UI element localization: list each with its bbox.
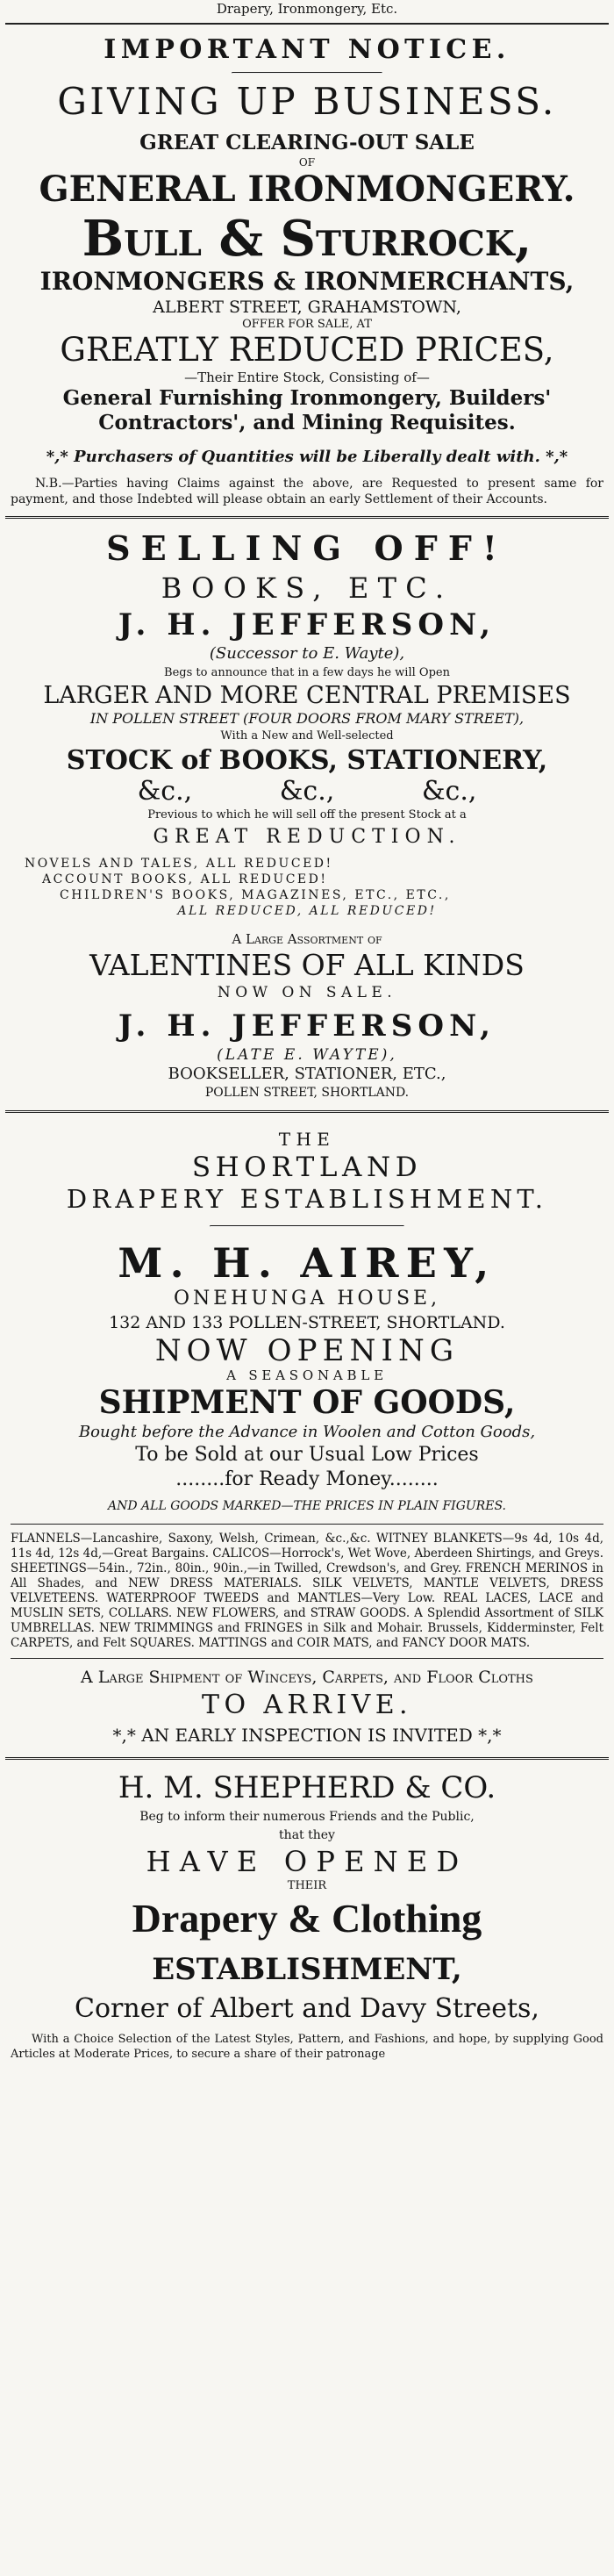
seasonable-line: A SEASONABLE — [226, 1367, 388, 1383]
premises-line: LARGER AND MORE CENTRAL PREMISES — [43, 682, 571, 709]
giving-up-heading: GIVING UP BUSINESS. — [57, 80, 557, 123]
reduced-prices: GREATLY REDUCED PRICES, — [60, 331, 554, 369]
divider — [210, 1225, 404, 1227]
pollen-address: POLLEN STREET, SHORTLAND. — [204, 1086, 410, 1100]
address-line: ALBERT STREET, GRAHAMSTOWN, — [153, 298, 461, 317]
all-reduced-line: ALL REDUCED, ALL REDUCED! — [177, 904, 437, 918]
ad-jefferson — [5, 524, 609, 1105]
section-rule — [5, 1757, 609, 1760]
corner-line: Corner of Albert and Davy Streets, — [75, 1993, 539, 2024]
inspection-line: *,* AN EARLY INSPECTION IS INVITED *,* — [112, 1725, 502, 1746]
children-line: CHILDREN'S BOOKS, MAGAZINES, ETC., ETC., — [60, 888, 451, 902]
novels-line: NOVELS AND TALES, ALL REDUCED! — [25, 857, 333, 871]
marked-line: AND ALL GOODS MARKED—THE PRICES IN PLAIN FIGURES. — [108, 1499, 506, 1513]
account-line: ACCOUNT BOOKS, ALL REDUCED! — [42, 872, 328, 886]
goods-line-2: Contractors', and Mining Requisites. — [98, 411, 516, 434]
beg-line: Beg to inform their numerous Friends and the Public, — [139, 1810, 475, 1824]
sold-line: To be Sold at our Usual Low Prices — [135, 1444, 479, 1466]
large-assortment: A Large Assortment of — [232, 931, 382, 947]
large-shipment: A Large Shipment of Winceys, Carpets, and Floor Cloths — [81, 1668, 533, 1687]
stock-heading: STOCK of BOOKS, STATIONERY, — [66, 745, 548, 776]
etc-row: &c., &c., &c., — [137, 776, 477, 807]
bookseller-line: BOOKSELLER, STATIONER, ETC., — [168, 1065, 446, 1083]
valentines-heading: VALENTINES OF ALL KINDS — [89, 948, 525, 982]
successor-line: (Successor to E. Wayte), — [209, 644, 405, 663]
ad-airey — [5, 1118, 609, 1752]
section-rule — [5, 1110, 609, 1113]
to-arrive: TO ARRIVE. — [202, 1690, 412, 1720]
previous-line: Previous to which he will sell off the present Stock at a — [147, 808, 467, 822]
jefferson-name-2: J. H. JEFFERSON, — [118, 1008, 496, 1044]
now-opening: NOW OPENING — [154, 1333, 460, 1368]
goods-list: FLANNELS—Lancashire, Saxony, Welsh, Crimean, &c.,&c. WITNEY BLANKETS—9s 4d, 10s 4d, 11s 4d, 12s 4d,—Great Bargains. CALICOS—Horrock's, Wet Wove, Aberdeen Shirtings, and Greys. SHEETINGS—54in., 72in., 80in., 90in.,—in Twilled, Crewdson's, and Grey. FRENCH MERINOS in All Shades, and NEW DRESS MATERIALS. SILK VELVETS, MANTLE VELVETS, DRESS VELVETEENS. WATERPROOF TWEEDS and MANTLES—Very Low. REAL LACES, LACE and MUSLIN SETS, COLLARS. NEW FLOWERS, and STRAW GOODS. A Splendid Assortment of SILK UMBRELLAS. NEW TRIMMINGS and FRINGES in Silk and Mohair. Brussels, Kidderminster, Felt CARPETS, and Felt SQUARES. MATTINGS and COIR MATS, and FANCY DOOR MATS. — [11, 1532, 603, 1650]
drapery-establishment: DRAPERY ESTABLISHMENT. — [66, 1184, 548, 1214]
firm-name: Bull & Sturrock, — [82, 210, 532, 268]
goods-line-1: General Furnishing Ironmongery, Builders' — [62, 386, 552, 410]
of-text: OF — [298, 156, 316, 169]
that-they-line: that they — [279, 1828, 335, 1842]
trade-line: IRONMONGERS & IRONMERCHANTS, — [39, 267, 575, 296]
nb-paragraph: N.B.—Parties having Claims against the above, are Requested to present same for payment, and those Indebted will please obtain an early Settlement of their Accounts. — [11, 477, 603, 506]
ad-shepherd — [5, 1765, 609, 2065]
divider — [232, 72, 382, 74]
list-rule — [11, 1524, 603, 1525]
purchasers-line: *,* Purchasers of Quantities will be Liberally dealt with. *,* — [46, 448, 568, 466]
stock-line: —Their Entire Stock, Consisting of— — [184, 370, 430, 385]
offer-line: OFFER FOR SALE, AT — [242, 318, 372, 331]
airey-name: M. H. AIREY, — [118, 1239, 496, 1287]
general-ironmongery: GENERAL IRONMONGERY. — [39, 169, 575, 210]
clearing-sale: GREAT CLEARING-OUT SALE — [139, 131, 475, 154]
begs-line: Begs to announce that in a few days he will Open — [164, 666, 450, 679]
selling-off: SELLING OFF! — [106, 528, 508, 568]
on-sale-line: NOW ON SALE. — [217, 984, 397, 1001]
choice-paragraph: With a Choice Selection of the Latest Styles, Pattern, and Fashions, and hope, by supplying Good Articles at Moderate Prices, to secure a share of their patronage — [11, 2033, 603, 2061]
late-line: (LATE E. WAYTE), — [217, 1046, 397, 1064]
shortland-line: SHORTLAND — [191, 1152, 423, 1183]
have-opened: HAVE OPENED — [146, 1845, 468, 1878]
drapery-clothing: Drapery & Clothing — [132, 1896, 482, 1941]
shipment-heading: SHIPMENT OF GOODS, — [98, 1384, 516, 1421]
with-new-line: With a New and Well-selected — [220, 729, 394, 743]
books-etc: BOOKS, ETC. — [161, 571, 453, 605]
jefferson-name: J. H. JEFFERSON, — [118, 607, 496, 642]
their-line: THEIR — [287, 1879, 327, 1892]
shepherd-name: H. M. SHEPHERD & CO. — [118, 1770, 496, 1805]
great-reduction: GREAT REDUCTION. — [153, 826, 461, 848]
airey-address: 132 AND 133 POLLEN-STREET, SHORTLAND. — [109, 1313, 505, 1332]
establishment-heading: ESTABLISHMENT, — [152, 1952, 462, 1987]
list-rule — [11, 1658, 603, 1659]
the-line: THE — [278, 1129, 336, 1150]
top-rule — [5, 23, 609, 25]
location-line: IN POLLEN STREET (FOUR DOORS FROM MARY STREET), — [89, 710, 525, 727]
bought-line: Bought before the Advance in Woolen and Cotton Goods, — [78, 1423, 536, 1441]
important-notice: IMPORTANT NOTICE. — [104, 34, 510, 65]
ad-bull-sturrock — [5, 30, 609, 511]
onehunga-house: ONEHUNGA HOUSE, — [173, 1288, 441, 1310]
ready-money-line: ........for Ready Money........ — [175, 1468, 439, 1490]
reduced-list — [11, 856, 603, 919]
running-head: Drapery, Ironmongery, Etc. — [216, 1, 398, 17]
section-rule — [5, 516, 609, 519]
